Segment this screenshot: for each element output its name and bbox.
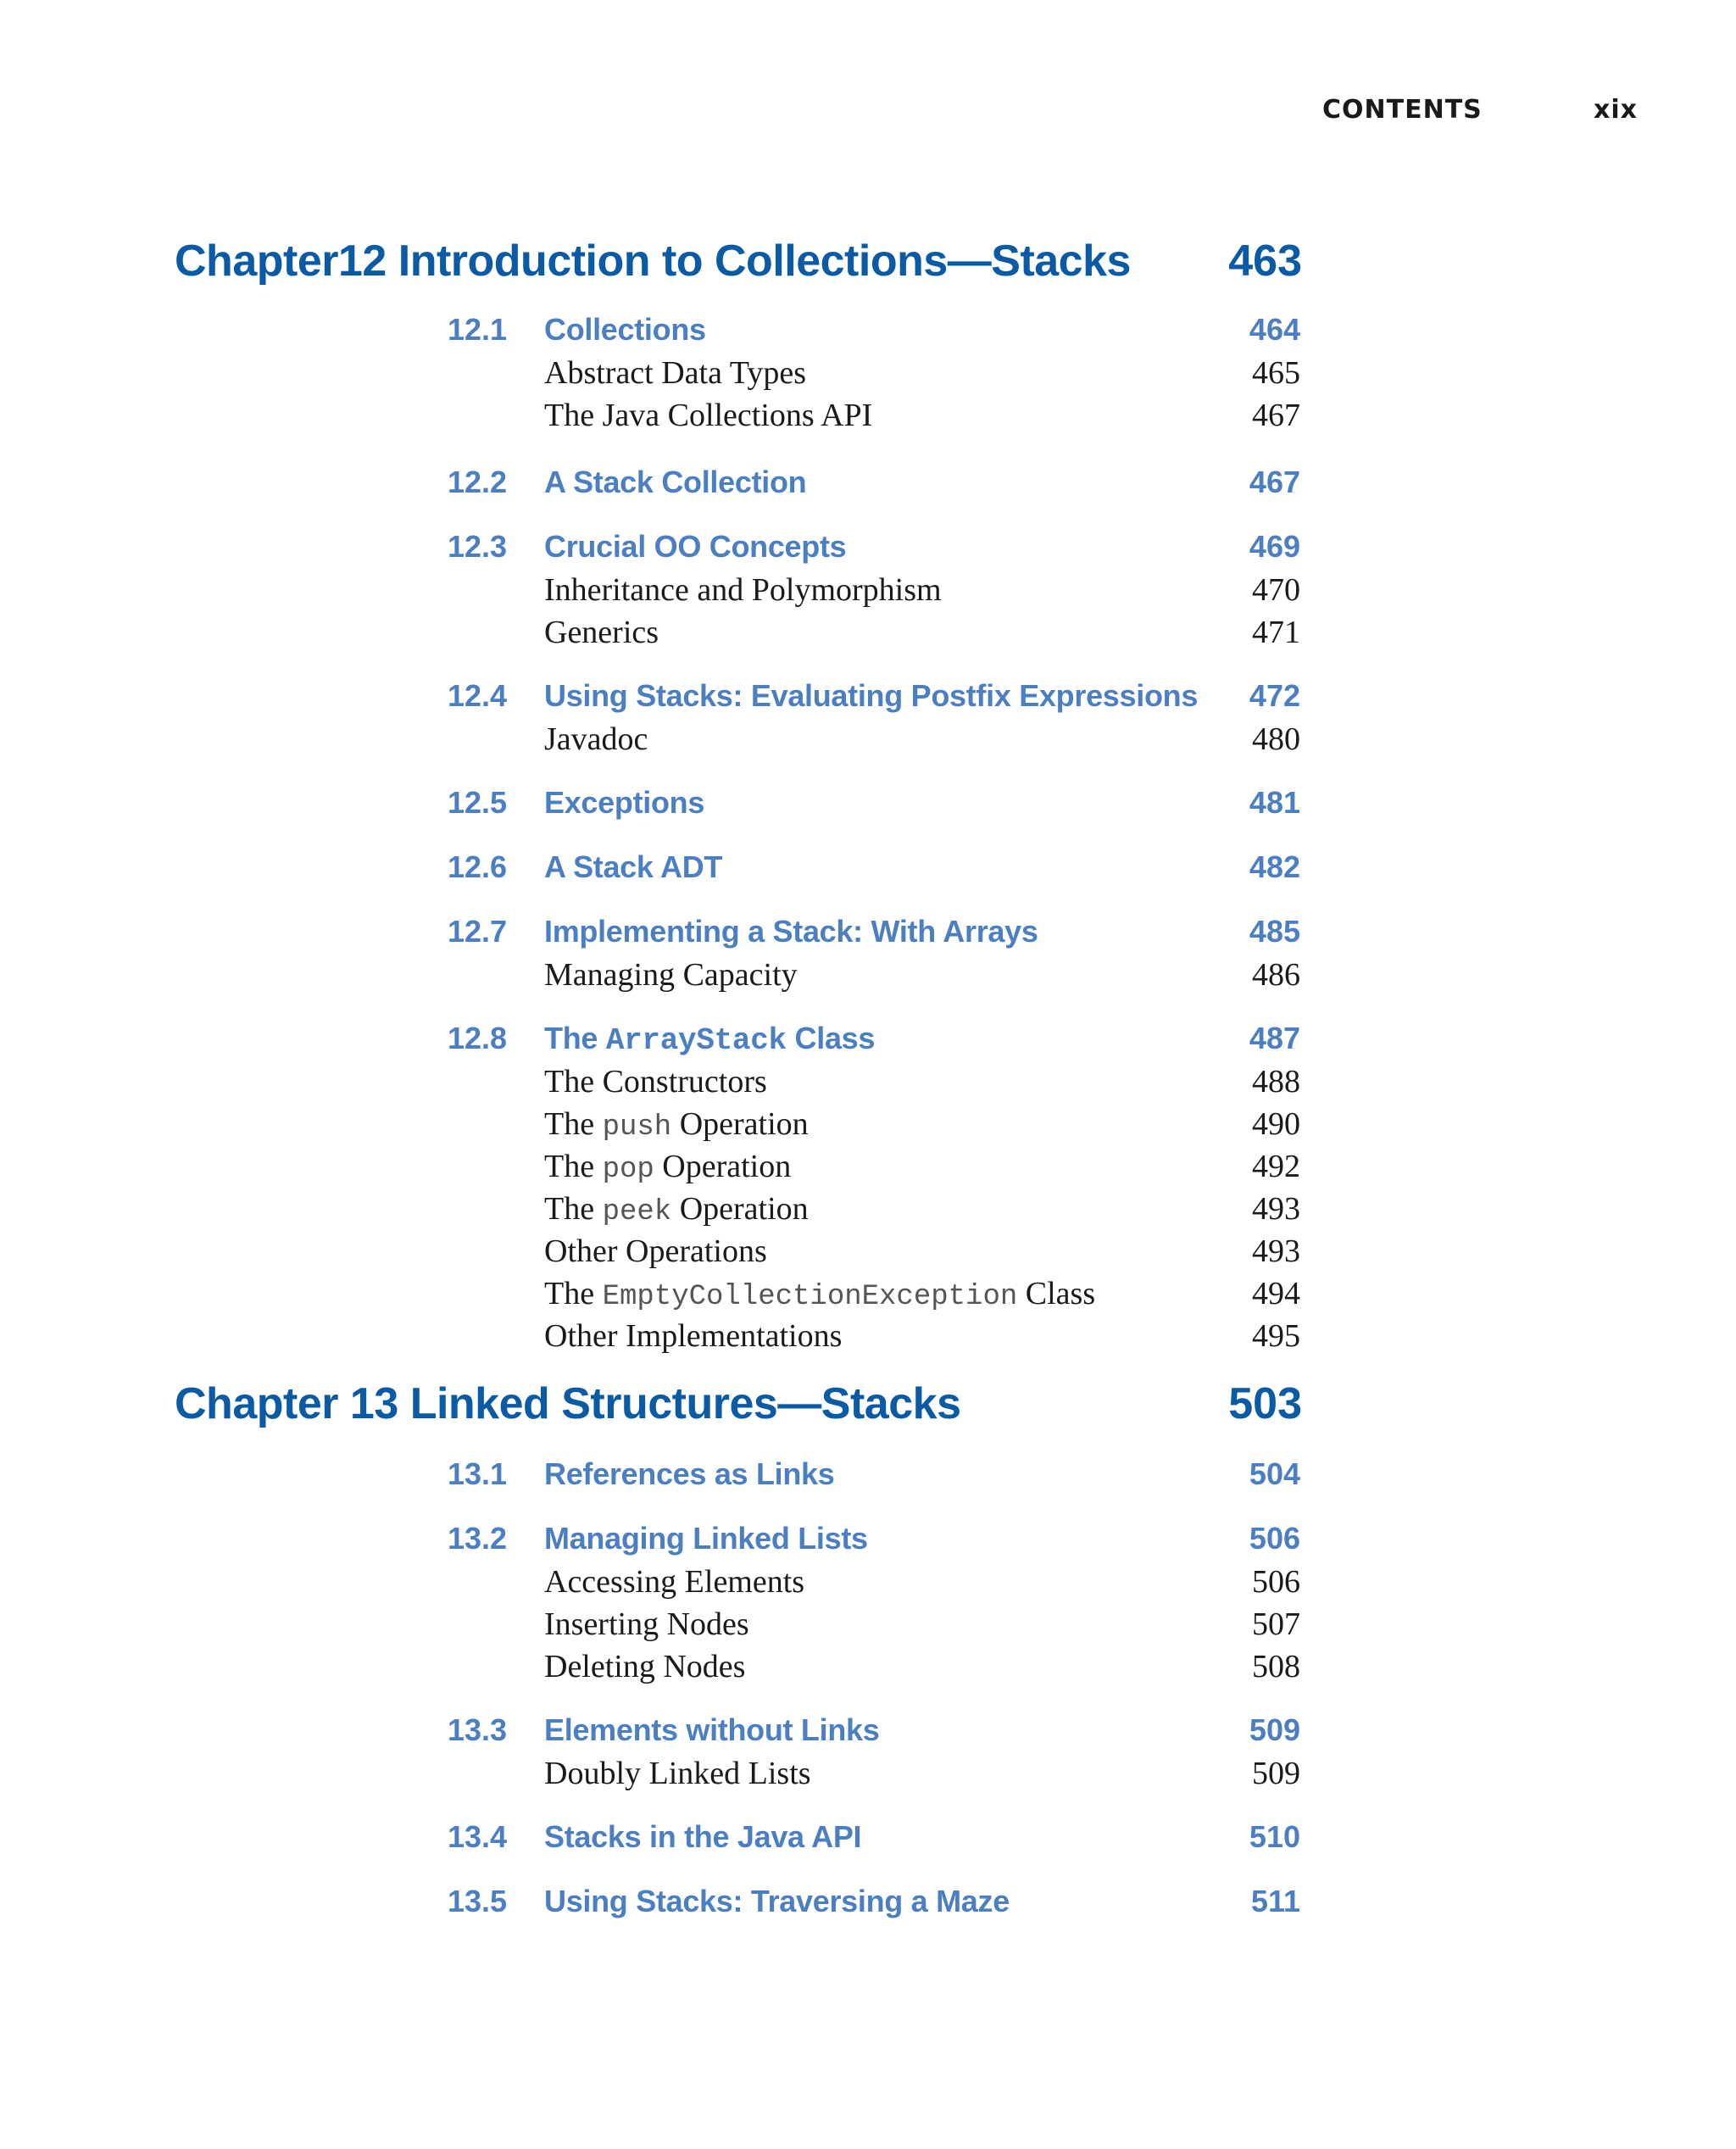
subsection-title[interactable]: [544, 614, 659, 651]
section-title[interactable]: Crucial OO Concepts: [544, 529, 847, 564]
subsection-title[interactable]: [544, 1317, 842, 1355]
running-head: [1322, 95, 1638, 125]
title-text: Deleting Nodes: [544, 1649, 746, 1684]
code-term: push: [602, 1111, 672, 1144]
subsection-title[interactable]: [544, 721, 648, 758]
code-term: EmptyCollectionException: [602, 1281, 1018, 1313]
section-page: 467: [1249, 465, 1300, 499]
page-number: xix: [1594, 95, 1638, 125]
title-text: Class: [786, 1021, 876, 1055]
subsection-page: 507: [1252, 1606, 1300, 1642]
title-text: Managing Capacity: [544, 957, 798, 993]
section-title[interactable]: A Stack Collection: [544, 465, 807, 499]
title-text: Class: [1017, 1276, 1096, 1311]
subsection-title[interactable]: [544, 1275, 1095, 1313]
subsection-title[interactable]: [544, 956, 798, 994]
chapter-page: 503: [1228, 1379, 1302, 1428]
running-head-label: CONTENTS: [1322, 95, 1483, 125]
subsection-title[interactable]: [544, 1648, 745, 1685]
section-title[interactable]: References as Links: [544, 1456, 835, 1491]
section-page: 506: [1249, 1521, 1300, 1556]
section-title[interactable]: Stacks in the Java API: [544, 1819, 862, 1854]
subsection-page: 509: [1252, 1756, 1300, 1791]
subsection-page: 506: [1252, 1564, 1300, 1600]
subsection-title[interactable]: [544, 354, 806, 392]
section-number: 12.2: [448, 465, 508, 499]
section-number: 12.7: [448, 914, 508, 949]
title-text: Other Implementations: [544, 1318, 843, 1354]
section-title[interactable]: Managing Linked Lists: [544, 1521, 868, 1556]
subsection-page: 486: [1252, 957, 1300, 993]
subsection-title[interactable]: [544, 571, 942, 609]
section-number: 13.5: [448, 1884, 508, 1918]
section-title[interactable]: Using Stacks: Evaluating Postfix Expressions: [544, 678, 1199, 713]
section-page: 469: [1249, 529, 1300, 564]
section-number: 13.2: [448, 1521, 508, 1556]
title-text: Operation: [671, 1106, 809, 1142]
section-number: 12.1: [448, 312, 508, 347]
section-number: 12.3: [448, 529, 508, 564]
section-page: 482: [1249, 849, 1300, 884]
subsection-page: 488: [1252, 1064, 1300, 1100]
title-text: Javadoc: [544, 721, 648, 757]
subsection-title[interactable]: [544, 1148, 791, 1186]
title-text: The: [544, 1106, 603, 1142]
title-text: Operation: [654, 1149, 792, 1184]
title-text: Inserting Nodes: [544, 1606, 749, 1642]
subsection-title[interactable]: [544, 1606, 749, 1643]
title-text: The: [544, 1149, 603, 1184]
section-page: 472: [1249, 678, 1300, 713]
subsection-page: 508: [1252, 1649, 1300, 1684]
chapter-title[interactable]: Chapter12 Introduction to Collections—Stacks: [175, 237, 1131, 286]
subsection-page: 480: [1252, 721, 1300, 757]
section-title[interactable]: Exceptions: [544, 785, 705, 820]
subsection-page: 493: [1252, 1191, 1300, 1227]
title-text: Other Operations: [544, 1233, 767, 1269]
title-text: Accessing Elements: [544, 1564, 805, 1600]
section-title[interactable]: Implementing a Stack: With Arrays: [544, 914, 1038, 949]
section-number: 12.5: [448, 785, 508, 820]
subsection-page: 493: [1252, 1233, 1300, 1269]
section-page: 509: [1249, 1712, 1300, 1747]
subsection-title[interactable]: [544, 1563, 804, 1601]
section-page: 504: [1249, 1456, 1300, 1491]
title-text: The: [544, 1276, 603, 1311]
section-number: 12.8: [448, 1021, 508, 1055]
title-text: The Java Collections API: [544, 398, 873, 433]
section-number: 13.3: [448, 1712, 508, 1747]
subsection-title[interactable]: [544, 1233, 767, 1270]
subsection-title[interactable]: [544, 1755, 811, 1792]
section-page: 510: [1249, 1819, 1300, 1854]
code-term: peek: [602, 1196, 672, 1228]
section-number: 13.1: [448, 1456, 508, 1491]
title-text: The: [544, 1191, 603, 1227]
subsection-page: 490: [1252, 1106, 1300, 1142]
section-number: 13.4: [448, 1819, 508, 1854]
section-title[interactable]: [544, 1021, 875, 1058]
section-title[interactable]: Elements without Links: [544, 1712, 880, 1747]
chapter-title[interactable]: Chapter 13 Linked Structures—Stacks: [175, 1379, 961, 1428]
title-text: Inheritance and Polymorphism: [544, 572, 942, 608]
title-text: The: [544, 1021, 606, 1055]
section-title[interactable]: Using Stacks: Traversing a Maze: [544, 1884, 1010, 1918]
title-text: Operation: [671, 1191, 809, 1227]
title-text: Abstract Data Types: [544, 355, 806, 391]
subsection-page: 467: [1252, 398, 1300, 433]
subsection-title[interactable]: [544, 397, 872, 434]
section-number: 12.4: [448, 678, 508, 713]
chapter-page: 463: [1228, 237, 1302, 286]
section-page: 485: [1249, 914, 1300, 949]
subsection-page: 494: [1252, 1276, 1300, 1311]
section-title[interactable]: Collections: [544, 312, 706, 347]
section-page: 481: [1249, 785, 1300, 820]
section-page: 487: [1249, 1021, 1300, 1055]
subsection-title[interactable]: [544, 1190, 809, 1228]
subsection-title[interactable]: [544, 1063, 767, 1100]
title-text: Doubly Linked Lists: [544, 1756, 811, 1791]
title-text: Generics: [544, 615, 659, 650]
subsection-page: 465: [1252, 355, 1300, 391]
section-title[interactable]: A Stack ADT: [544, 849, 723, 884]
subsection-page: 495: [1252, 1318, 1300, 1354]
section-page: 464: [1249, 312, 1300, 347]
code-term: ArrayStack: [605, 1023, 787, 1058]
section-number: 12.6: [448, 849, 508, 884]
subsection-page: 471: [1252, 615, 1300, 650]
code-term: pop: [602, 1154, 654, 1186]
subsection-page: 470: [1252, 572, 1300, 608]
subsection-title[interactable]: [544, 1105, 809, 1144]
section-page: 511: [1250, 1884, 1300, 1918]
subsection-page: 492: [1252, 1149, 1300, 1184]
title-text: The Constructors: [544, 1064, 767, 1100]
